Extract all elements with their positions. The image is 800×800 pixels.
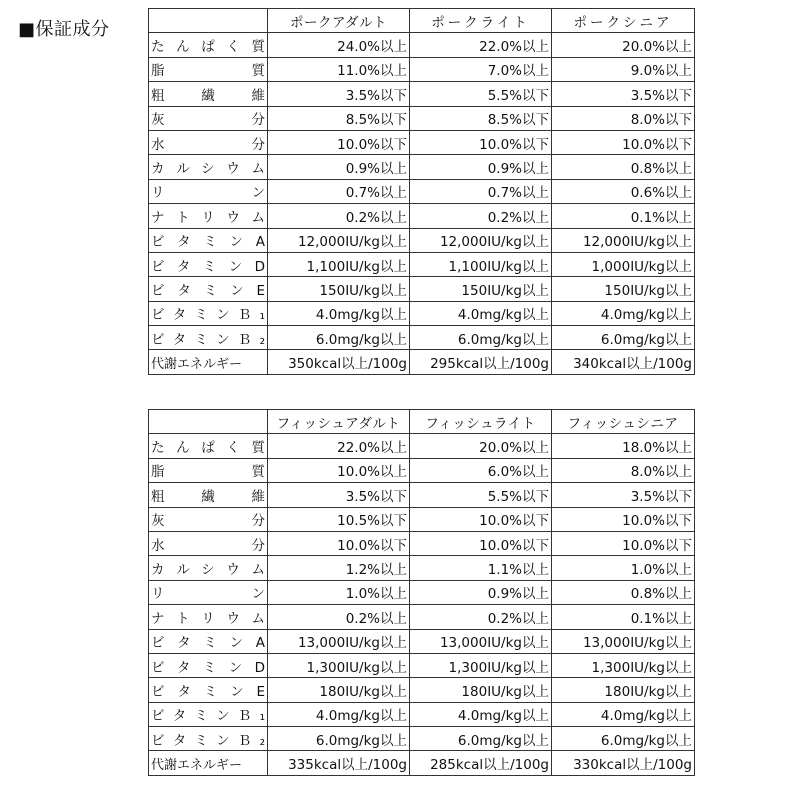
- value-cell: 6.0mg/kg以上: [552, 326, 695, 350]
- value-cell: 6.0mg/kg以上: [410, 727, 552, 751]
- row-label: 粗繊維: [149, 483, 268, 507]
- value-cell: 0.9%以上: [410, 580, 552, 604]
- table-row: [149, 204, 695, 228]
- table-row: [149, 277, 695, 301]
- value-cell: 3.5%以下: [268, 483, 410, 507]
- value-cell: 1,100IU/kg以上: [410, 252, 552, 276]
- value-cell: 6.0%以上: [410, 458, 552, 482]
- table-row: [149, 301, 695, 325]
- table-header-row: [149, 9, 695, 33]
- table-row: [149, 556, 695, 580]
- row-label: ナトリウム: [149, 605, 268, 629]
- table-row: [149, 57, 695, 81]
- value-cell: 10.0%以下: [410, 130, 552, 154]
- header-corner-cell: [149, 410, 268, 434]
- value-cell: 7.0%以上: [410, 57, 552, 81]
- row-label: リン: [149, 179, 268, 203]
- value-cell: 10.0%以下: [268, 531, 410, 555]
- value-cell: 10.5%以下: [268, 507, 410, 531]
- value-cell: 3.5%以下: [552, 82, 695, 106]
- row-label: カルシウム: [149, 556, 268, 580]
- value-cell: 340kcal以上/100g: [552, 350, 695, 374]
- value-cell: 6.0mg/kg以上: [410, 326, 552, 350]
- table-header-row: [149, 410, 695, 434]
- value-cell: 18.0%以上: [552, 434, 695, 458]
- table-row: [149, 678, 695, 702]
- column-header: ポークシニア: [552, 9, 695, 33]
- table-row: [149, 751, 695, 775]
- value-cell: 3.5%以下: [552, 483, 695, 507]
- row-label: たんぱく質: [149, 434, 268, 458]
- row-label: 脂質: [149, 458, 268, 482]
- row-label: 灰分: [149, 106, 268, 130]
- column-header: フィッシュシニア: [552, 410, 695, 434]
- value-cell: 5.5%以下: [410, 82, 552, 106]
- value-cell: 0.6%以上: [552, 179, 695, 203]
- value-cell: 5.5%以下: [410, 483, 552, 507]
- table-row: [149, 106, 695, 130]
- row-label: ビタミンA: [149, 629, 268, 653]
- value-cell: 10.0%以上: [268, 458, 410, 482]
- value-cell: 22.0%以上: [410, 33, 552, 57]
- value-cell: 335kcal以上/100g: [268, 751, 410, 775]
- value-cell: 0.2%以上: [268, 605, 410, 629]
- value-cell: 8.0%以下: [552, 106, 695, 130]
- value-cell: 0.1%以上: [552, 204, 695, 228]
- value-cell: 6.0mg/kg以上: [552, 727, 695, 751]
- value-cell: 180IU/kg以上: [268, 678, 410, 702]
- value-cell: 12,000IU/kg以上: [552, 228, 695, 252]
- value-cell: 150IU/kg以上: [410, 277, 552, 301]
- row-label: 代謝エネルギー: [149, 751, 268, 775]
- table-row: [149, 326, 695, 350]
- table-row: [149, 434, 695, 458]
- table-row: [149, 458, 695, 482]
- value-cell: 180IU/kg以上: [552, 678, 695, 702]
- table-row: [149, 228, 695, 252]
- value-cell: 10.0%以下: [410, 531, 552, 555]
- row-label: 代謝エネルギー: [149, 350, 268, 374]
- table-row: [149, 350, 695, 374]
- row-label: 水分: [149, 531, 268, 555]
- value-cell: 1,300IU/kg以上: [410, 653, 552, 677]
- header-corner-cell: [149, 9, 268, 33]
- value-cell: 330kcal以上/100g: [552, 751, 695, 775]
- value-cell: 180IU/kg以上: [410, 678, 552, 702]
- value-cell: 4.0mg/kg以上: [552, 702, 695, 726]
- row-label: 灰分: [149, 507, 268, 531]
- table-row: [149, 702, 695, 726]
- row-label: ビタミンA: [149, 228, 268, 252]
- value-cell: 12,000IU/kg以上: [410, 228, 552, 252]
- value-cell: 4.0mg/kg以上: [268, 301, 410, 325]
- row-label: ビタミンＢ₁: [149, 301, 268, 325]
- value-cell: 10.0%以下: [552, 130, 695, 154]
- column-header: ポークアダルト: [268, 9, 410, 33]
- row-label: ビタミンE: [149, 277, 268, 301]
- table-row: [149, 531, 695, 555]
- row-label: ビタミンE: [149, 678, 268, 702]
- table-row: [149, 130, 695, 154]
- row-label: ビタミンD: [149, 252, 268, 276]
- value-cell: 1.0%以上: [552, 556, 695, 580]
- value-cell: 0.1%以上: [552, 605, 695, 629]
- value-cell: 1,000IU/kg以上: [552, 252, 695, 276]
- row-label: ナトリウム: [149, 204, 268, 228]
- value-cell: 10.0%以下: [268, 130, 410, 154]
- value-cell: 150IU/kg以上: [268, 277, 410, 301]
- value-cell: 10.0%以下: [552, 531, 695, 555]
- value-cell: 0.9%以上: [268, 155, 410, 179]
- value-cell: 285kcal以上/100g: [410, 751, 552, 775]
- table-row: [149, 653, 695, 677]
- table-row: [149, 82, 695, 106]
- value-cell: 1,300IU/kg以上: [552, 653, 695, 677]
- table-row: [149, 507, 695, 531]
- value-cell: 9.0%以上: [552, 57, 695, 81]
- column-header: ポークライト: [410, 9, 552, 33]
- value-cell: 13,000IU/kg以上: [410, 629, 552, 653]
- row-label: カルシウム: [149, 155, 268, 179]
- table-row: [149, 179, 695, 203]
- value-cell: 150IU/kg以上: [552, 277, 695, 301]
- value-cell: 10.0%以下: [410, 507, 552, 531]
- value-cell: 13,000IU/kg以上: [552, 629, 695, 653]
- table-row: [149, 155, 695, 179]
- value-cell: 0.2%以上: [410, 204, 552, 228]
- value-cell: 1.1%以上: [410, 556, 552, 580]
- value-cell: 1.2%以上: [268, 556, 410, 580]
- value-cell: 4.0mg/kg以上: [552, 301, 695, 325]
- value-cell: 11.0%以上: [268, 57, 410, 81]
- value-cell: 1,100IU/kg以上: [268, 252, 410, 276]
- row-label: ビタミンＢ₂: [149, 326, 268, 350]
- value-cell: 4.0mg/kg以上: [410, 702, 552, 726]
- value-cell: 6.0mg/kg以上: [268, 727, 410, 751]
- value-cell: 20.0%以上: [410, 434, 552, 458]
- value-cell: 4.0mg/kg以上: [410, 301, 552, 325]
- value-cell: 10.0%以下: [552, 507, 695, 531]
- table-row: [149, 629, 695, 653]
- table-row: [149, 33, 695, 57]
- table-row: [149, 483, 695, 507]
- value-cell: 0.2%以上: [410, 605, 552, 629]
- row-label: ビタミンＢ₁: [149, 702, 268, 726]
- table-row: [149, 252, 695, 276]
- pork-nutrition-table: [148, 8, 695, 375]
- fish-nutrition-table: [148, 409, 695, 776]
- value-cell: 350kcal以上/100g: [268, 350, 410, 374]
- section-heading: ■保証成分: [18, 19, 110, 40]
- value-cell: 0.9%以上: [410, 155, 552, 179]
- value-cell: 3.5%以下: [268, 82, 410, 106]
- value-cell: 12,000IU/kg以上: [268, 228, 410, 252]
- value-cell: 0.7%以上: [268, 179, 410, 203]
- value-cell: 0.8%以上: [552, 580, 695, 604]
- value-cell: 8.0%以上: [552, 458, 695, 482]
- value-cell: 20.0%以上: [552, 33, 695, 57]
- value-cell: 1,300IU/kg以上: [268, 653, 410, 677]
- row-label: リン: [149, 580, 268, 604]
- table-row: [149, 727, 695, 751]
- table-row: [149, 580, 695, 604]
- value-cell: 295kcal以上/100g: [410, 350, 552, 374]
- value-cell: 22.0%以上: [268, 434, 410, 458]
- value-cell: 0.8%以上: [552, 155, 695, 179]
- row-label: たんぱく質: [149, 33, 268, 57]
- value-cell: 4.0mg/kg以上: [268, 702, 410, 726]
- row-label: 粗繊維: [149, 82, 268, 106]
- value-cell: 24.0%以上: [268, 33, 410, 57]
- value-cell: 6.0mg/kg以上: [268, 326, 410, 350]
- row-label: 脂質: [149, 57, 268, 81]
- value-cell: 0.2%以上: [268, 204, 410, 228]
- row-label: ビタミンＢ₂: [149, 727, 268, 751]
- value-cell: 8.5%以下: [410, 106, 552, 130]
- column-header: フィッシュライト: [410, 410, 552, 434]
- value-cell: 13,000IU/kg以上: [268, 629, 410, 653]
- value-cell: 8.5%以下: [268, 106, 410, 130]
- row-label: ビタミンD: [149, 653, 268, 677]
- value-cell: 1.0%以上: [268, 580, 410, 604]
- table-row: [149, 605, 695, 629]
- row-label: 水分: [149, 130, 268, 154]
- value-cell: 0.7%以上: [410, 179, 552, 203]
- column-header: フィッシュアダルト: [268, 410, 410, 434]
